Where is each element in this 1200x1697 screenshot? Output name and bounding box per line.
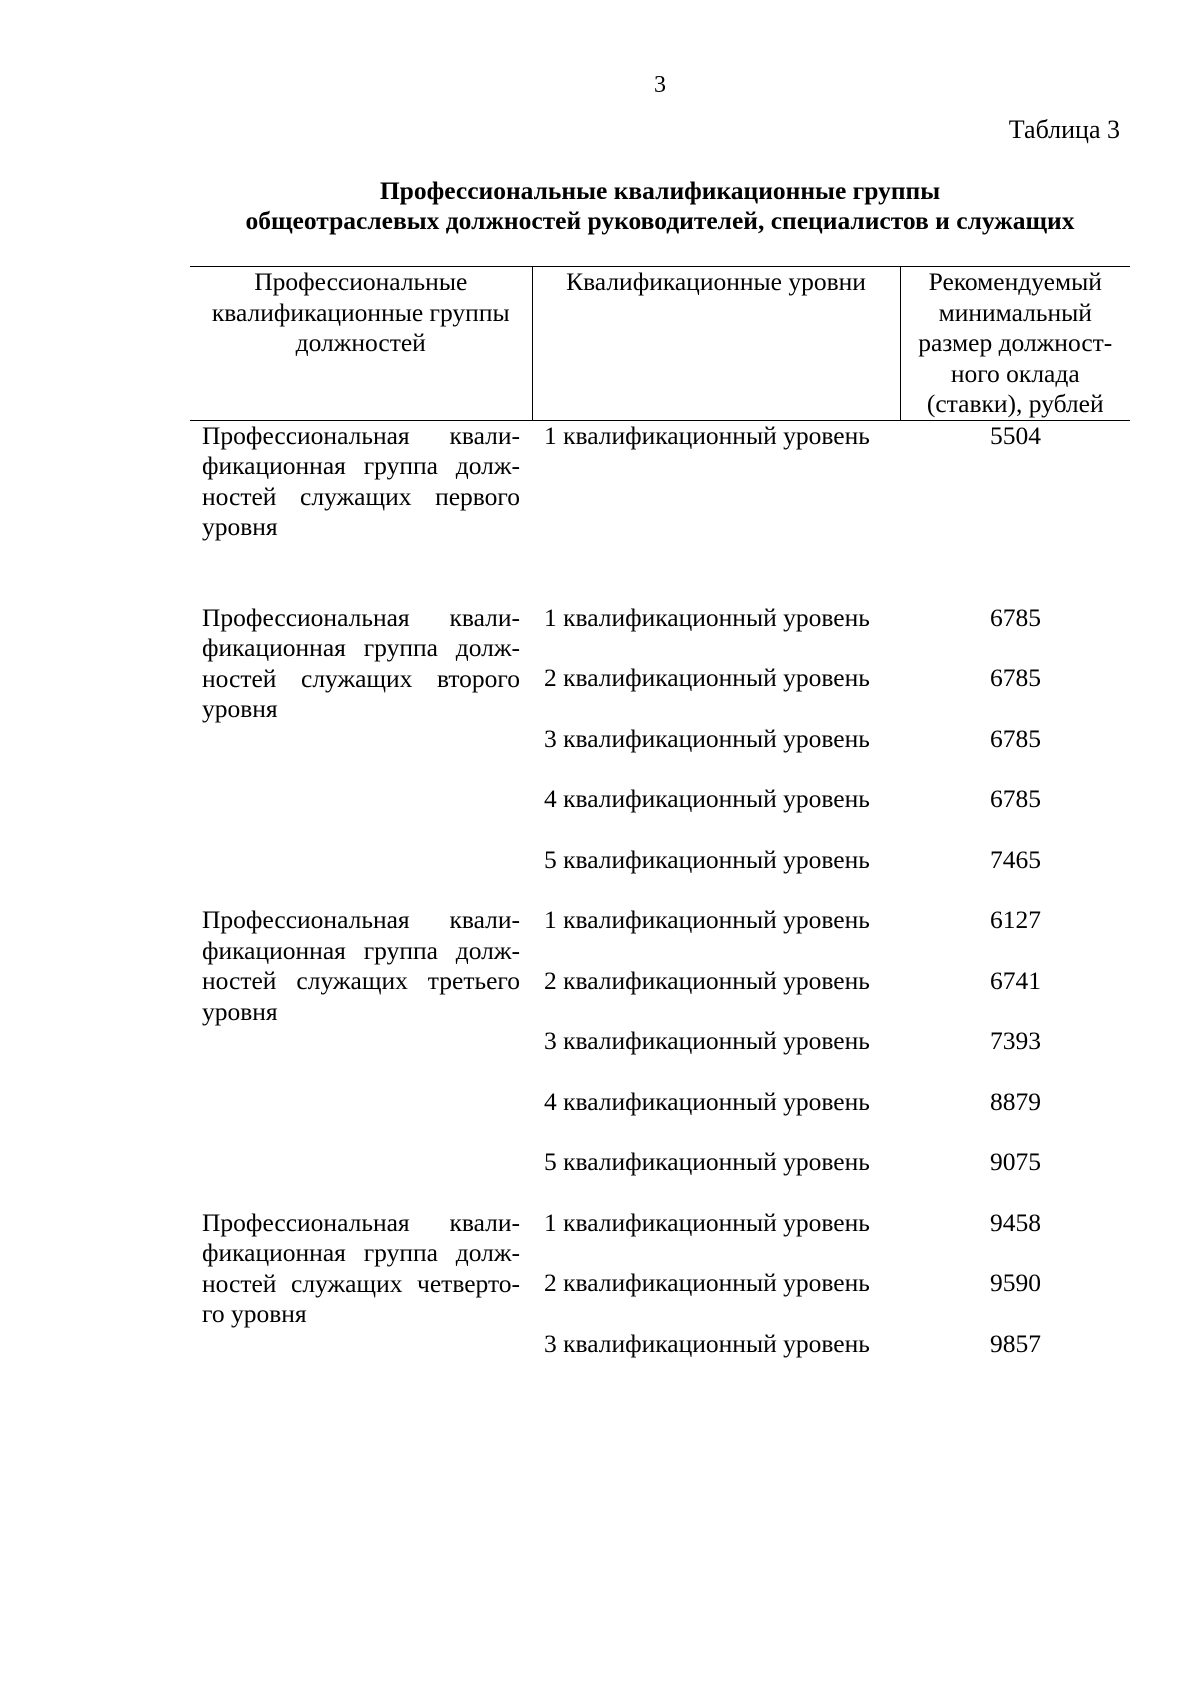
header-salary: Рекомендуемый минимальный размер должност-ного оклада (ставки), рублей — [900, 267, 1130, 421]
group-name-cell: Профессиональная квали-фикационная группа долж-ностей служащих первого уровня — [202, 420, 520, 541]
level-cell: 3 квалификационный уровень — [544, 1026, 870, 1055]
document-title-line-1: Профессиональные квалификационные группы — [379, 176, 941, 205]
salary-cell: 6785 — [990, 663, 1041, 692]
table-row — [190, 603, 1130, 664]
level-cell: 4 квалификационный уровень — [544, 1086, 870, 1116]
level-cell: 1 квалификационный уровень — [544, 420, 870, 450]
document-title — [0, 176, 1200, 236]
level-cell: 1 квалификационный уровень — [544, 1207, 870, 1237]
group-spacer — [190, 543, 1130, 603]
table-row — [190, 905, 1130, 966]
group-name-cell: Профессиональная квали-фикационная группа долж-ностей служащих четверто-го уровня — [202, 1207, 520, 1328]
salary-cell: 6741 — [990, 965, 1041, 995]
salary-cell: 5504 — [990, 420, 1041, 450]
page-number: 3 — [654, 72, 666, 98]
level-cell: 2 квалификационный уровень — [544, 965, 870, 995]
group-spacer-row — [190, 543, 1130, 603]
group-name-cell: Профессиональная квали-фикационная группа долж-ностей служащих второго уровня — [202, 602, 520, 723]
table-body — [190, 420, 1130, 1389]
level-cell: 5 квалификационный уровень — [544, 844, 870, 874]
salary-cell: 9075 — [990, 1147, 1041, 1176]
salary-cell: 6127 — [990, 905, 1041, 934]
salary-cell: 7393 — [990, 1026, 1041, 1055]
header-group: Профессиональные квалификационные группы должностей — [190, 267, 532, 421]
salary-cell: 8879 — [990, 1086, 1041, 1116]
salary-cell: 9590 — [990, 1268, 1041, 1297]
salary-cell: 6785 — [990, 723, 1041, 753]
level-cell: 2 квалификационный уровень — [544, 663, 870, 692]
level-cell: 3 квалификационный уровень — [544, 723, 870, 753]
salary-table — [190, 266, 1130, 1389]
table-row — [190, 1208, 1130, 1269]
salary-cell: 7465 — [990, 844, 1041, 874]
level-cell: 1 квалификационный уровень — [544, 602, 870, 632]
header-level: Квалификационные уровни — [532, 267, 900, 421]
table-header-row — [190, 267, 1130, 421]
level-cell: 5 квалификационный уровень — [544, 1147, 870, 1176]
table-row — [190, 420, 1130, 543]
document-title-line-2: общеотраслевых должностей руководителей, специалистов и служащих — [245, 206, 1075, 235]
level-cell: 1 квалификационный уровень — [544, 905, 870, 934]
salary-cell: 6785 — [990, 602, 1041, 632]
level-cell: 3 квалификационный уровень — [544, 1328, 870, 1358]
table-label: Таблица 3 — [1008, 115, 1120, 144]
salary-cell: 9458 — [990, 1207, 1041, 1237]
level-cell: 4 квалификационный уровень — [544, 784, 870, 813]
salary-cell: 6785 — [990, 784, 1041, 813]
group-name-cell: Профессиональная квали-фикационная группа долж-ностей служащих третьего уровня — [202, 905, 520, 1026]
salary-cell: 9857 — [990, 1328, 1041, 1358]
level-cell: 2 квалификационный уровень — [544, 1268, 870, 1297]
